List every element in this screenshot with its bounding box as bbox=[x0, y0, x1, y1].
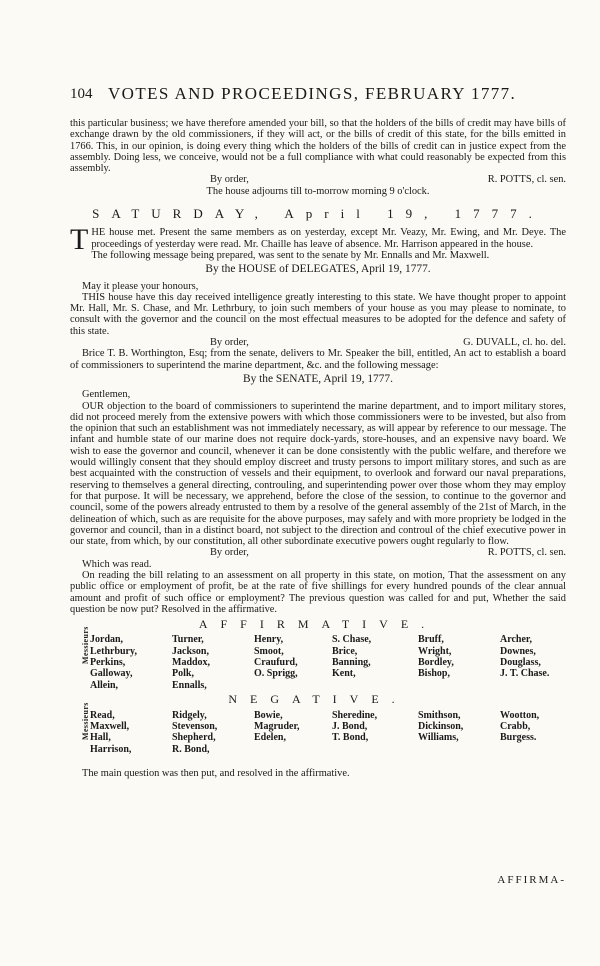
member-name: Smoot, bbox=[254, 645, 284, 657]
signature-name: R. POTTS, cl. sen. bbox=[487, 547, 566, 559]
adjournment-line: The house adjourns till to-morrow morning 9 o'clock. bbox=[206, 185, 430, 197]
senate-heading: By the SENATE, April 19, 1777. bbox=[243, 372, 393, 385]
running-title: VOTES AND PROCEEDINGS, FEBRUARY 1777. bbox=[108, 84, 517, 103]
member-name bbox=[500, 680, 580, 691]
member-name: Smithson, bbox=[418, 709, 461, 721]
paragraph-house-message: THIS house have this day received intelligence greatly interesting to this state. We have thought proper to appoint Mr. Hall, Mr. S. Chase, and Mr. Lethrbury, to join such members of your house as you may please to nominate, to consult with the governor and the council on the most effectual measures to be adopted for the defence and safety of this state. bbox=[70, 291, 566, 337]
member-name: R. Bond, bbox=[172, 743, 210, 755]
member-name: Read, bbox=[90, 709, 115, 721]
member-name: Jordan, bbox=[90, 634, 124, 646]
salutation: Gentlemen, bbox=[82, 389, 131, 401]
member-name: Archer, bbox=[500, 634, 532, 646]
date-heading: SATURDAY, April 19, 1777. bbox=[92, 206, 544, 222]
member-name: Stevenson, bbox=[172, 721, 218, 733]
member-name: Bruff, bbox=[418, 634, 444, 646]
member-name bbox=[500, 744, 580, 755]
member-name: Crabb, bbox=[500, 721, 531, 733]
member-name: Bishop, bbox=[418, 668, 450, 680]
member-name bbox=[418, 744, 500, 755]
member-name: Ridgely, bbox=[172, 709, 207, 721]
signature-by: By order, bbox=[210, 174, 249, 186]
member-name: Kent, bbox=[332, 668, 356, 680]
member-name bbox=[332, 744, 418, 755]
paragraph-senate-message: OUR objection to the board of commissioners to superintend the marine department, and to import military stores, did not proceed merely from the extensive powers with which those commissioners were to be invested, but also from the opinion that such an establishment was not immediately necessary, as will appear by reference to our message. The infant and humble state of our marine does not require dock-yards, store-houses, and an expensive navy board. We wish to ease the governor and council, whenever it can be done consistently with the public welfare, and therefore we would willingly consent that they should employ discreet and trusty persons to import military stores, and such as are best acquainted with the construction of vessels and their equipment, to overlook and forward our naval preparations, reserving to themselves a general directing, controuling, and superintending power over those whom they may employ for that purpose. It will be necessary, we apprehend, before the close of the session, to continue to the governor and council, some of the powers already entrusted to them by a resolve of the general assembly of the 21st of March, in the delineation of which, such as are requisite for the above purposes, may safely and with more propriety be lodged in the governor and council, than in a distinct board, not subject to the direction and controul of the chief executive power in our state, from which, by our constitution, all other subordinate executive powers ought regularly to flow. bbox=[70, 400, 566, 548]
negative-heading: NEGATIVE. bbox=[228, 692, 408, 707]
signature-name: R. POTTS, cl. sen. bbox=[487, 174, 566, 186]
paragraph-assessment-motion: On reading the bill relating to an assessment on all property in this state, on motion, That the assessment on any public office or employment of profit, be at the rate of five shillings for every hundred pounds of the clear annual amount and profit of such office or employment? The previous question was called for and put, Whether the said question be now put? Resolved in the affirmative. bbox=[70, 569, 566, 615]
member-name: Bowie, bbox=[254, 709, 283, 721]
member-name bbox=[332, 680, 418, 691]
member-name: Burgess. bbox=[500, 732, 537, 744]
member-name: Magruder, bbox=[254, 721, 300, 733]
member-name bbox=[418, 680, 500, 691]
member-name: Maddox, bbox=[172, 657, 211, 669]
affirmative-heading: AFFIRMATIVE. bbox=[198, 617, 438, 632]
member-name: Sheredine, bbox=[332, 709, 378, 721]
member-name: Hall, bbox=[90, 732, 111, 744]
member-name: Banning, bbox=[332, 657, 371, 669]
messieurs-label: Messieurs bbox=[81, 626, 90, 665]
signature-by: By order, bbox=[210, 547, 249, 559]
member-name: Brice, bbox=[332, 645, 358, 657]
signature-block bbox=[70, 174, 566, 185]
negative-vote-list bbox=[70, 701, 566, 768]
member-name: Turner, bbox=[172, 634, 204, 646]
member-name: Wootton, bbox=[500, 709, 540, 721]
negative-names bbox=[90, 710, 580, 755]
member-name bbox=[254, 744, 332, 755]
member-name: Henry, bbox=[254, 634, 284, 646]
member-name: T. Bond, bbox=[332, 732, 369, 744]
member-name: Edelen, bbox=[254, 732, 286, 744]
member-name: Galloway, bbox=[90, 668, 133, 680]
page-body bbox=[70, 118, 566, 779]
paragraph-which-was-read: Which was read. bbox=[82, 558, 152, 570]
member-name: O. Sprigg, bbox=[254, 668, 298, 680]
member-name: S. Chase, bbox=[332, 634, 372, 646]
member-name: Wright, bbox=[418, 645, 452, 657]
member-name: Allein, bbox=[90, 679, 119, 691]
messieurs-label: Messieurs bbox=[81, 701, 90, 740]
paragraph-main-question: The main question was then put, and resolved in the affirmative. bbox=[82, 767, 350, 779]
member-name: Bordley, bbox=[418, 657, 454, 669]
member-name: J. T. Chase. bbox=[500, 668, 550, 680]
signature-block bbox=[70, 337, 566, 348]
house-heading: By the HOUSE of DELEGATES, April 19, 1777. bbox=[205, 263, 431, 276]
paragraph-continuation: this particular business; we have therefore amended your bill, so that the holders of the bills of credit may have bills of exchange drawn by the old commissioners, if they will act, or the bills of credit of this state, for the bills emitted in 1766. This, in our opinion, is doing every thing which the holders of the bills of credit can in justice expect from the assembly. Doing less, we conceive, would not be a full compliance with what could reasonably be expected from this assembly. bbox=[70, 118, 566, 175]
member-name: Lethrbury, bbox=[90, 645, 137, 657]
affirmative-vote-list bbox=[70, 626, 566, 691]
member-name: Jackson, bbox=[172, 645, 209, 657]
member-name: J. Bond, bbox=[332, 721, 368, 733]
member-name: Shepherd, bbox=[172, 732, 216, 744]
member-name: Polk, bbox=[172, 668, 194, 680]
paragraph-message-sent: The following message being prepared, was sent to the senate by Mr. Ennalls and Mr. Maxwell. bbox=[91, 249, 490, 261]
member-name: Douglass, bbox=[500, 657, 541, 669]
signature-name: G. DUVALL, cl. ho. del. bbox=[463, 337, 566, 349]
member-name: Downes, bbox=[500, 645, 536, 657]
member-name: Perkins, bbox=[90, 657, 126, 669]
member-name: Dickinson, bbox=[418, 721, 464, 733]
paragraph-senate-delivery: Brice T. B. Worthington, Esq; from the senate, delivers to Mr. Speaker the bill, entitled, An act to establish a board of commissioners to superintend the marine department, &c. and the following message: bbox=[70, 348, 566, 371]
salutation: May it please your honours, bbox=[82, 280, 199, 292]
page-number: 104 bbox=[70, 86, 93, 102]
catchword: AFFIRMA- bbox=[497, 874, 566, 886]
member-name: Maxwell, bbox=[90, 721, 130, 733]
paragraph-house-met: HE house met. Present the same members as on yesterday, except Mr. Veazy, Mr. Ewing, and Mr. Deye. The proceedings of yesterday were read. Mr. Chaille has leave of absence. Mr. Harrison appeared in the house. bbox=[91, 227, 566, 250]
drop-cap: T bbox=[70, 223, 89, 257]
affirmative-names bbox=[90, 634, 580, 690]
member-name: Williams, bbox=[418, 732, 459, 744]
signature-by: By order, bbox=[210, 337, 249, 349]
member-name: Harrison, bbox=[90, 743, 132, 755]
signature-block bbox=[70, 547, 566, 558]
member-name: Ennalls, bbox=[172, 679, 207, 691]
member-name bbox=[254, 680, 332, 691]
page-header bbox=[70, 86, 566, 106]
member-name: Craufurd, bbox=[254, 657, 298, 669]
